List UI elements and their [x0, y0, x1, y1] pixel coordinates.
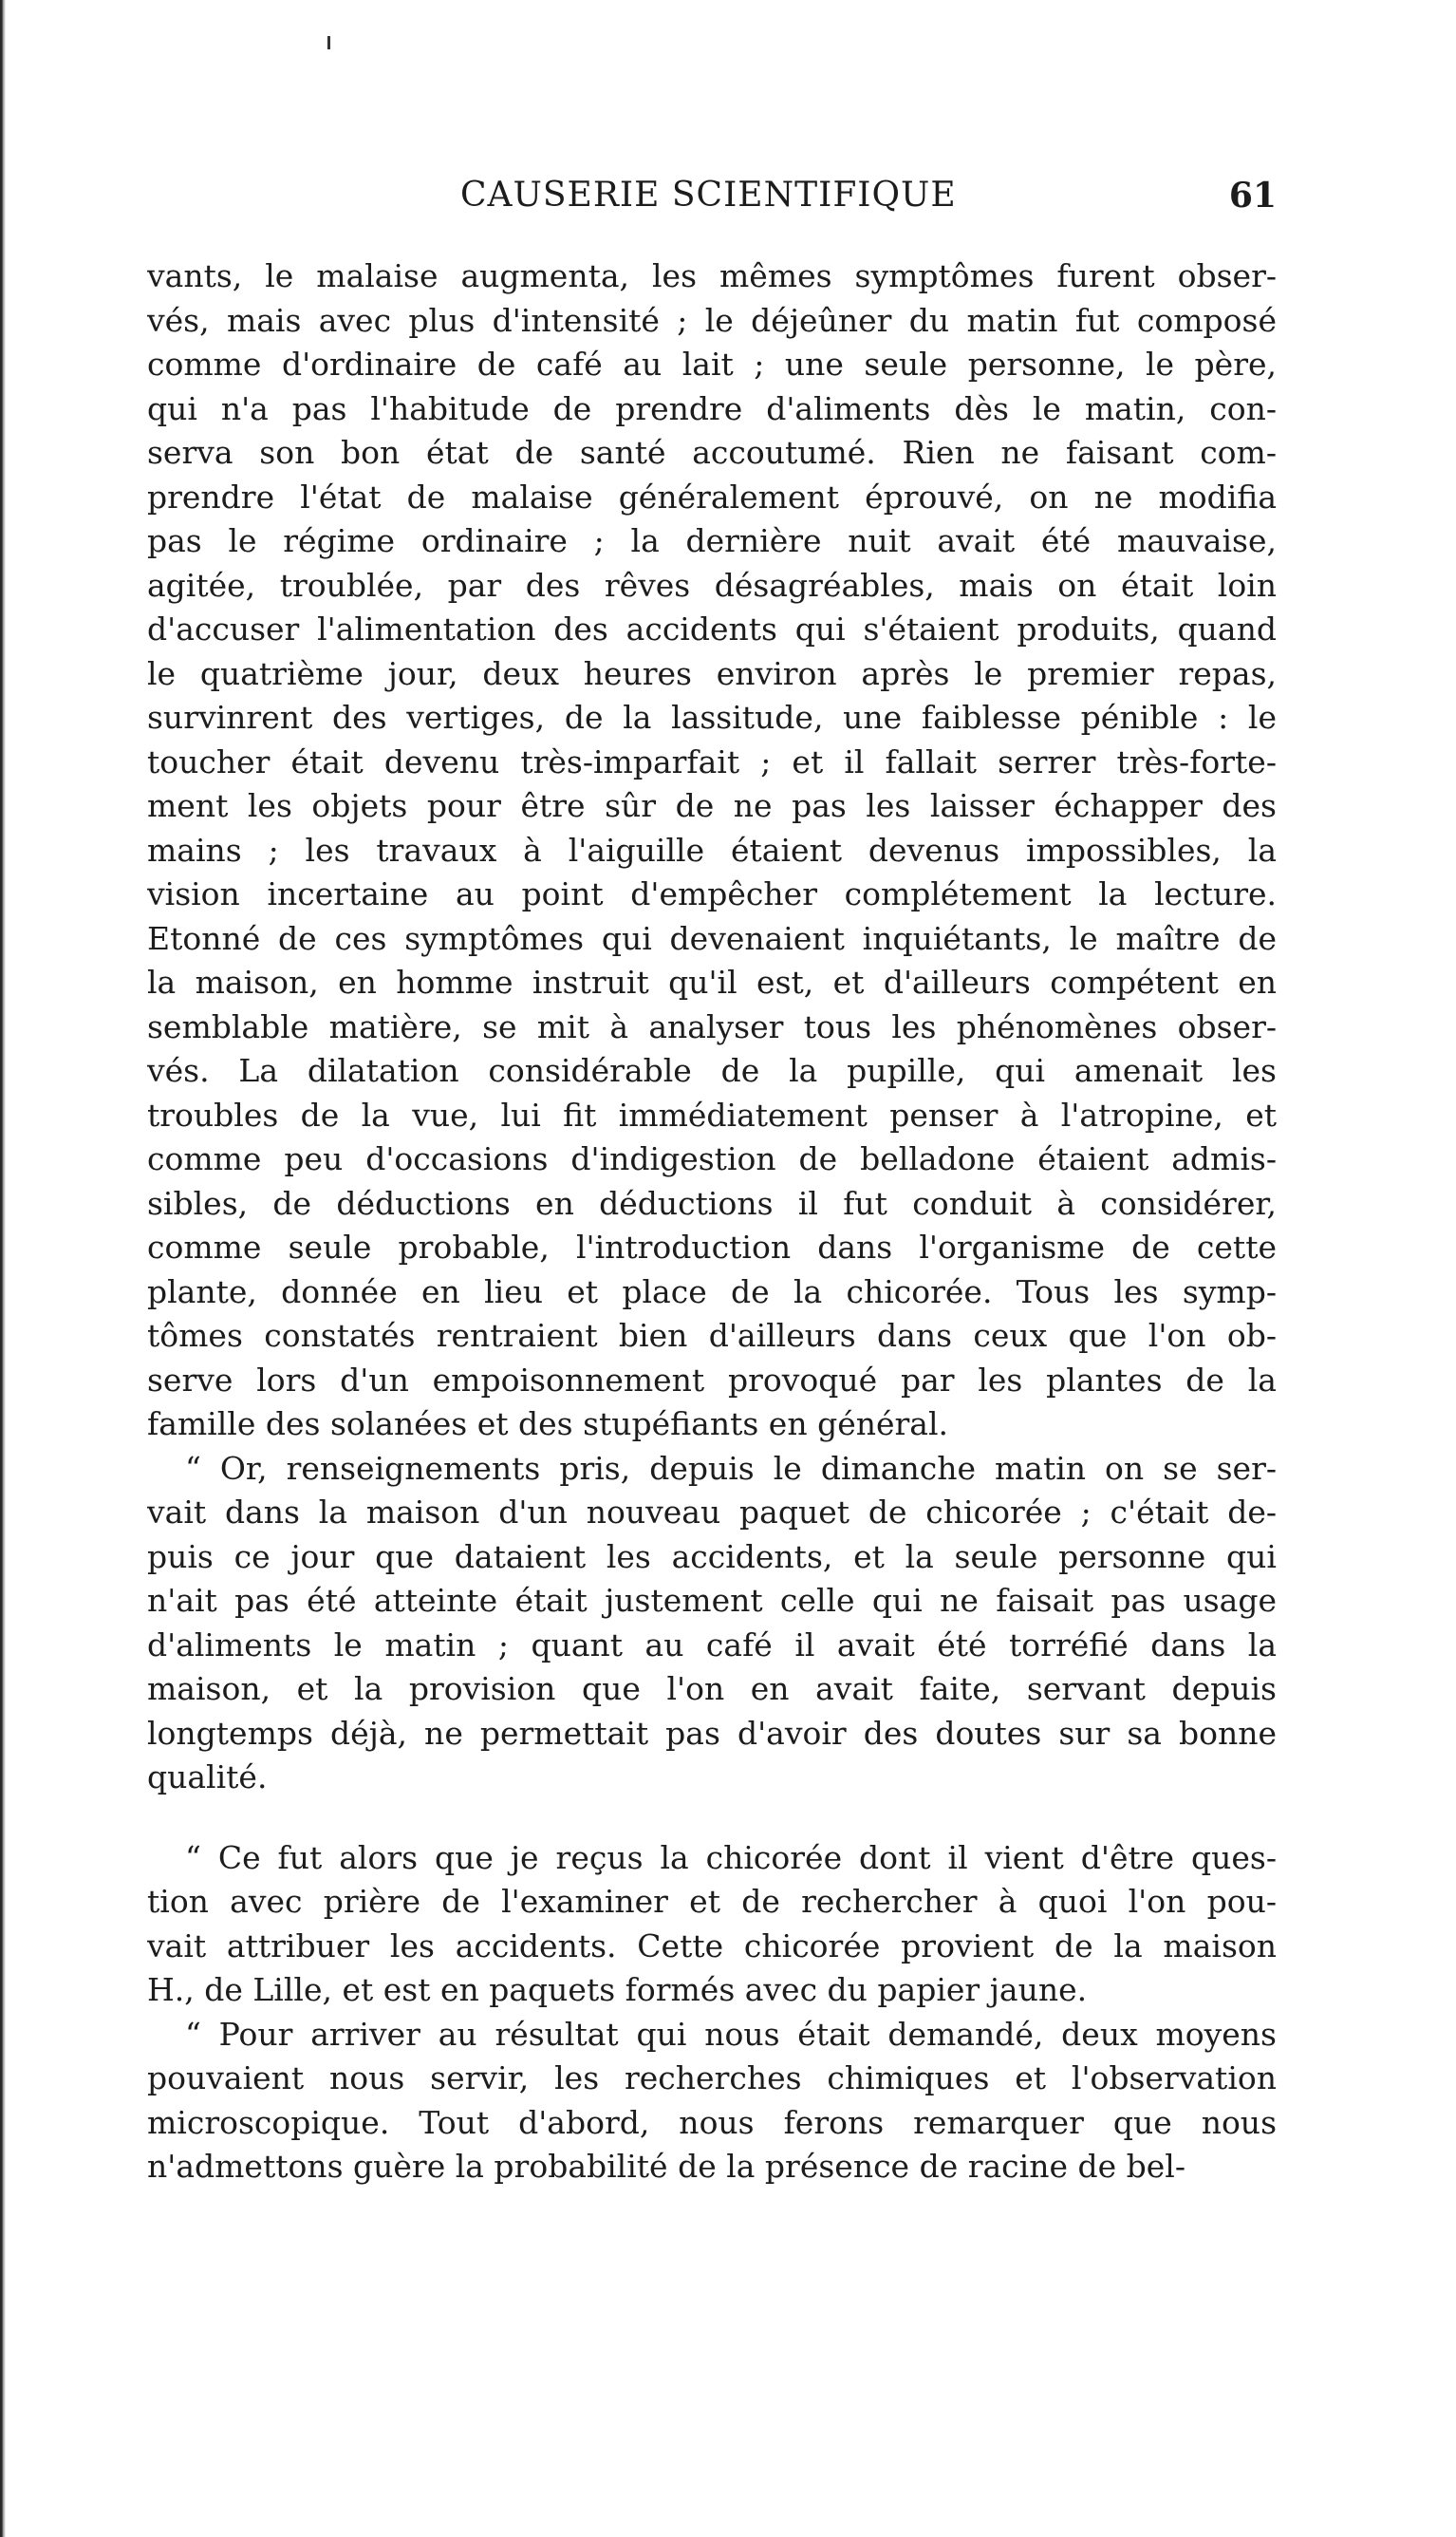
text-line: vants, le malaise augmenta, les mêmes symptômes furent obser-	[147, 257, 1277, 294]
text-line: qui n'a pas l'habitude de prendre d'aliments dès le matin, con-	[147, 389, 1277, 427]
text-line: tômes constatés rentraient bien d'ailleurs dans ceux que l'on ob-	[147, 1317, 1277, 1354]
text-line: le quatrième jour, deux heures environ après le premier repas,	[147, 654, 1277, 692]
text-line: toucher était devenu très-imparfait ; et il fallait serrer très-forte-	[147, 742, 1277, 780]
text-line: H., de Lille, et est en paquets formés avec du papier jaune.	[147, 1971, 1088, 2008]
text-line: puis ce jour que dataient les accidents, et la seule personne qui	[147, 1537, 1277, 1575]
text-line: n'ait pas été atteinte était justement celle qui ne faisait pas usage	[147, 1582, 1277, 1619]
text-line: vés, mais avec plus d'intensité ; le déjeûner du matin fut composé	[147, 301, 1277, 339]
paragraph-gap	[147, 1800, 1277, 1836]
text-line: troubles de la vue, lui fit immédiatement penser à l'atropine, et	[147, 1096, 1277, 1134]
text-line: tion avec prière de l'examiner et de rechercher à quoi l'on pou-	[147, 1883, 1277, 1920]
text-line: Etonné de ces symptômes qui devenaient inquiétants, le maître de	[147, 919, 1277, 957]
text-line: pouvaient nous servir, les recherches chimiques et l'observation	[147, 2059, 1277, 2096]
text-line: “ Or, renseignements pris, depuis le dimanche matin on se ser-	[185, 1449, 1277, 1487]
page-header	[147, 176, 1277, 233]
page-spine-edge	[0, 0, 6, 2537]
text-line: sibles, de déductions en déductions il fut conduit à considérer,	[147, 1184, 1277, 1222]
text-line: survinrent des vertiges, de la lassitude, une faiblesse pénible : le	[147, 699, 1277, 736]
text-line: agitée, troublée, par des rêves désagréables, mais on était loin	[147, 566, 1277, 604]
text-line: d'aliments le matin ; quant au café il avait été torréfié dans la	[147, 1626, 1277, 1663]
text-line: pas le régime ordinaire ; la dernière nuit avait été mauvaise,	[147, 522, 1277, 559]
text-line: prendre l'état de malaise généralement éprouvé, on ne modifia	[147, 478, 1277, 516]
text-line: plante, donnée en lieu et place de la chicorée. Tous les symp-	[147, 1272, 1277, 1310]
text-line: “ Ce fut alors que je reçus la chicorée dont il vient d'être ques-	[185, 1838, 1277, 1876]
paragraph	[147, 2013, 1277, 2189]
paragraph	[147, 1836, 1277, 2013]
text-line: comme seule probable, l'introduction dans l'organisme de cette	[147, 1229, 1277, 1266]
text-line: serve lors d'un empoisonnement provoqué par les plantes de la	[147, 1361, 1277, 1399]
text-line: vés. La dilatation considérable de la pupille, qui amenait les	[147, 1052, 1277, 1089]
text-line: qualité.	[147, 1758, 268, 1795]
text-line: famille des solanées et des stupéfiants en général.	[147, 1405, 948, 1442]
running-head: CAUSERIE SCIENTIFIQUE	[460, 176, 957, 215]
text-line: microscopique. Tout d'abord, nous ferons remarquer que nous	[147, 2103, 1277, 2141]
text-line: semblable matière, se mit à analyser tous les phénomènes obser-	[147, 1007, 1277, 1045]
text-line: maison, et la provision que l'on en avait faite, servant depuis	[147, 1670, 1277, 1707]
text-line: comme d'ordinaire de café au lait ; une seule personne, le père,	[147, 346, 1277, 383]
text-line: la maison, en homme instruit qu'il est, et d'ailleurs compétent en	[147, 964, 1277, 1001]
text-line: vision incertaine au point d'empêcher complétement la lecture.	[147, 875, 1277, 912]
paragraph	[147, 1447, 1277, 1800]
text-line: vait dans la maison d'un nouveau paquet de chicorée ; c'était de-	[147, 1494, 1277, 1531]
text-line: comme peu d'occasions d'indigestion de belladone étaient admis-	[147, 1140, 1277, 1177]
text-line: “ Pour arriver au résultat qui nous était demandé, deux moyens	[185, 2015, 1277, 2053]
text-line: ment les objets pour être sûr de ne pas les laisser échapper des	[147, 787, 1277, 824]
text-line: mains ; les travaux à l'aiguille étaient devenus impossibles, la	[147, 831, 1277, 869]
page-number: 61	[1228, 176, 1277, 216]
paragraph	[147, 254, 1277, 1447]
body-text	[147, 254, 1277, 2189]
text-line: d'accuser l'alimentation des accidents qui s'étaient produits, quand	[147, 611, 1277, 648]
text-line: n'admettons guère la probabilité de la présence de racine de bel-	[147, 2148, 1185, 2185]
text-line: vait attribuer les accidents. Cette chicorée provient de la maison	[147, 1926, 1277, 1964]
text-line: serva son bon état de santé accoutumé. Rien ne faisant com-	[147, 434, 1277, 471]
print-mark	[327, 36, 330, 49]
text-line: longtemps déjà, ne permettait pas d'avoir des doutes sur sa bonne	[147, 1714, 1277, 1752]
